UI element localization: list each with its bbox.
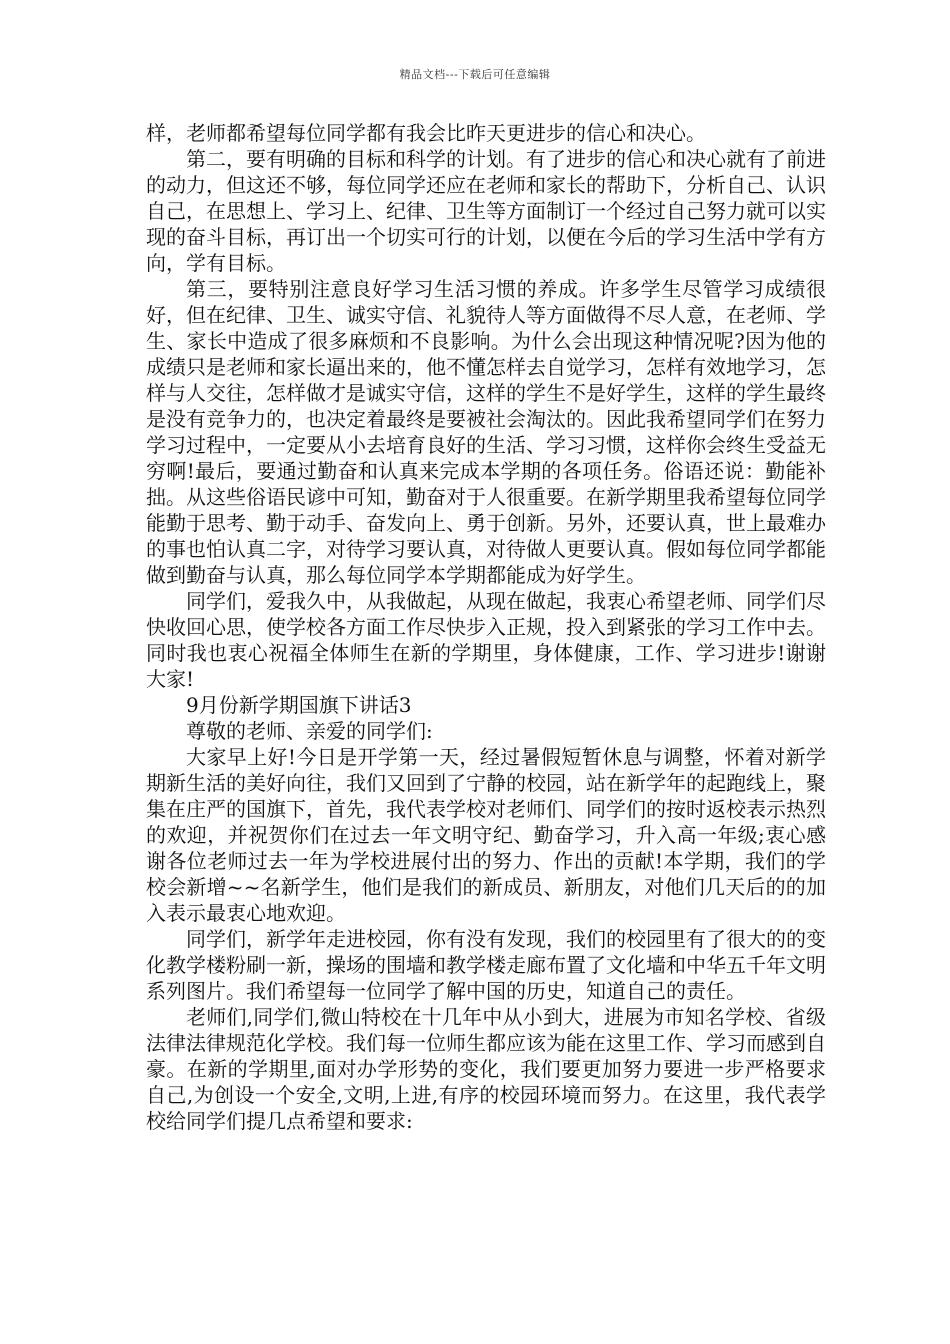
document-body <box>146 120 826 1134</box>
speech-title: 9月份新学期国旗下讲话3 <box>186 693 412 717</box>
paragraph: 第三，要特别注意良好学习生活习惯的养成。许多学生尽管学习成绩很好，但在纪律、卫生、诚实守信、礼貌待人等方面做得不尽人意，在老师、学生、家长中造成了很多麻烦和不良影响。为什么会出现这种情况呢?因为他的成绩只是老师和家长逼出来的，他不懂怎样去自觉学习，怎样有效地学习，怎样与人交往，怎样做才是诚实守信，这样的学生不是好学生，这样的学生最终是没有竞争力的，也决定着最终是要被社会淘汰的。因此我希望同学们在努力学习过程中，一定要从小去培育良好的生活、学习习惯，这样你会终生受益无穷啊!最后，要通过勤奋和认真来完成本学期的各项任务。俗语还说：勤能补拙。从这些俗语民谚中可知，勤奋对于人很重要。在新学期里我希望每位同学能勤于思考、勤于动手、奋发向上、勇于创新。另外，还要认真，世上最难办的事也怕认真二字，对待学习要认真，对待做人更要认真。假如每位同学都能做到勤奋与认真，那么每位同学本学期都能成为好学生。 <box>146 277 826 587</box>
paragraph: 老师们,同学们,微山特校在十几年中从小到大，进展为市知名学校、省级法律法律规范化学校。我们每一位师生都应该为能在这里工作、学习而感到自豪。在新的学期里,面对办学形势的变化，我们要更加努力要进一步严格要求自己,为创设一个安全,文明,上进,有序的校园环境而努力。在这里，我代表学校给同学们提几点希望和要求: <box>146 1005 826 1133</box>
page-header: 精品文档---下载后可任意编辑 <box>399 68 551 81</box>
paragraph: 样，老师都希望每位同学都有我会比昨天更进步的信心和决心。 <box>146 121 706 145</box>
salutation: 尊敬的老师、亲爱的同学们: <box>186 719 433 743</box>
paragraph: 第二，要有明确的目标和科学的计划。有了进步的信心和决心就有了前进的动力，但这还不够，每位同学还应在老师和家长的帮助下，分析自己、认识自己，在思想上、学习上、纪律、卫生等方面制订一个经过自己努力就可以实现的奋斗目标，再订出一个切实可行的计划，以便在今后的学习生活中学有方向，学有目标。 <box>146 147 826 275</box>
paragraph: 大家早上好!今日是开学第一天，经过暑假短暂休息与调整，怀着对新学期新生活的美好向往，我们又回到了宁静的校园，站在新学年的起跑线上，聚集在庄严的国旗下，首先，我代表学校对老师们、同学们的按时返校表示热烈的欢迎，并祝贺你们在过去一年文明守纪、勤奋学习，升入高一年级;衷心感谢各位老师过去一年为学校进展付出的努力、作出的贡献!本学期，我们的学校会新增~~名新学生，他们是我们的新成员、新朋友，对他们几天后的的加入表示最衷心地欢迎。 <box>146 745 826 925</box>
paragraph: 同学们，新学年走进校园，你有没有发现，我们的校园里有了很大的的变化教学楼粉刷一新，操场的围墙和教学楼走廊布置了文化墙和中华五千年文明系列图片。我们希望每一位同学了解中国的历史，知道自己的责任。 <box>146 927 826 1003</box>
paragraph: 同学们，爱我久中，从我做起，从现在做起，我衷心希望老师、同学们尽快收回心思，使学校各方面工作尽快步入正规，投入到紧张的学习工作中去。同时我也衷心祝福全体师生在新的学期里，身体健康，工作、学习进步!谢谢大家! <box>146 589 826 691</box>
